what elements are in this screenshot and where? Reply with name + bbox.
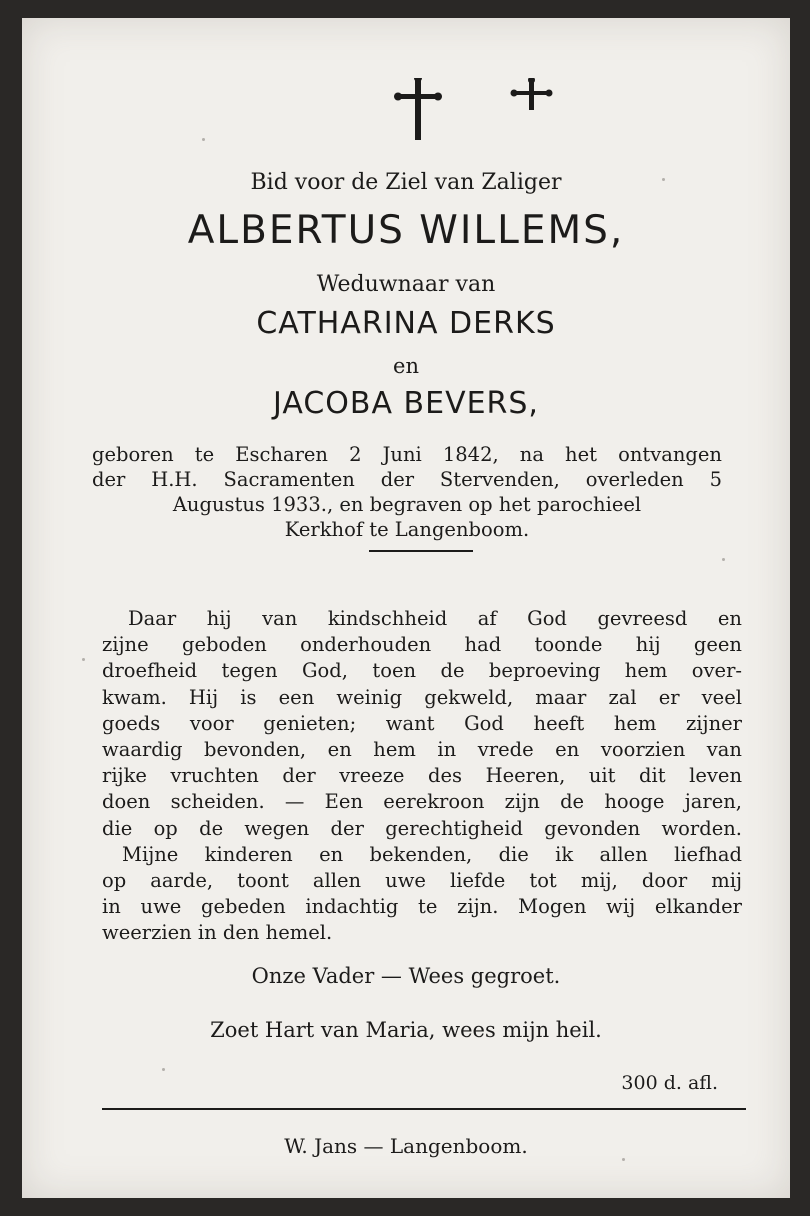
spouse-2-name: JACOBA BEVERS, xyxy=(273,386,539,421)
memorial-text xyxy=(102,606,742,947)
biography xyxy=(92,442,722,542)
bio-line: Kerkhof te Langenboom. xyxy=(284,518,530,541)
paper-speck xyxy=(82,658,85,661)
text-line: weerzien in den hemel. xyxy=(102,921,333,945)
cross-icon xyxy=(394,78,442,140)
text-line: goeds voor genieten; want God heeft hem zijner xyxy=(102,711,742,735)
text-line: op aarde, toont allen uwe liefde tot mij, door mij xyxy=(102,869,742,893)
text-line: droefheid tegen God, toen de beproeving hem over- xyxy=(102,659,742,683)
text-line: doen scheiden. — Een eerekroon zijn de hooge jaren, xyxy=(102,790,742,814)
memorial-card xyxy=(22,18,790,1198)
text-line: rijke vruchten der vreeze des Heeren, uit dit leven xyxy=(102,764,742,788)
text-line: die op de wegen der gerechtigheid gevonden worden. xyxy=(102,816,742,840)
long-divider xyxy=(102,1108,746,1110)
prayer-line-2: Zoet Hart van Maria, wees mijn heil. xyxy=(210,1018,602,1042)
text-line: waardig bevonden, en hem in vrede en voorzien van xyxy=(102,738,742,762)
short-divider xyxy=(369,550,473,552)
intro-text: Bid voor de Ziel van Zaliger xyxy=(250,170,562,195)
paper-speck xyxy=(722,558,725,561)
paper-speck xyxy=(202,138,205,141)
text-line: zijne geboden onderhouden had toonde hij geen xyxy=(102,633,742,657)
text-line: Daar hij van kindschheid af God gevreesd en xyxy=(128,607,742,630)
paper-speck xyxy=(662,178,665,181)
text-line: Mijne kinderen en bekenden, die ik allen liefhad xyxy=(122,842,742,866)
bio-line: geboren te Escharen 2 Juni 1842, na het ontvangen xyxy=(92,443,722,466)
crosses-header xyxy=(22,78,790,158)
paper-speck xyxy=(622,1158,625,1161)
small-cross-icon xyxy=(511,78,553,110)
text-line: in uwe gebeden indachtig te zijn. Mogen wij elkander xyxy=(102,895,742,919)
bio-line: Augustus 1933., en begraven op het parochieel xyxy=(172,493,642,516)
bio-line: der H.H. Sacramenten der Stervenden, overleden 5 xyxy=(92,468,722,491)
prayer-line-1: Onze Vader — Wees gegroet. xyxy=(251,964,561,988)
printer-credit: W. Jans — Langenboom. xyxy=(284,1134,528,1158)
conjunction: en xyxy=(393,354,419,378)
indulgence-note: 300 d. afl. xyxy=(621,1072,718,1094)
paper-speck xyxy=(162,1068,165,1071)
widower-label: Weduwnaar van xyxy=(316,272,496,297)
spouse-1-name: CATHARINA DERKS xyxy=(256,306,556,341)
deceased-name: ALBERTUS WILLEMS, xyxy=(187,208,625,253)
text-line: kwam. Hij is een weinig gekweld, maar zal er veel xyxy=(102,685,742,709)
